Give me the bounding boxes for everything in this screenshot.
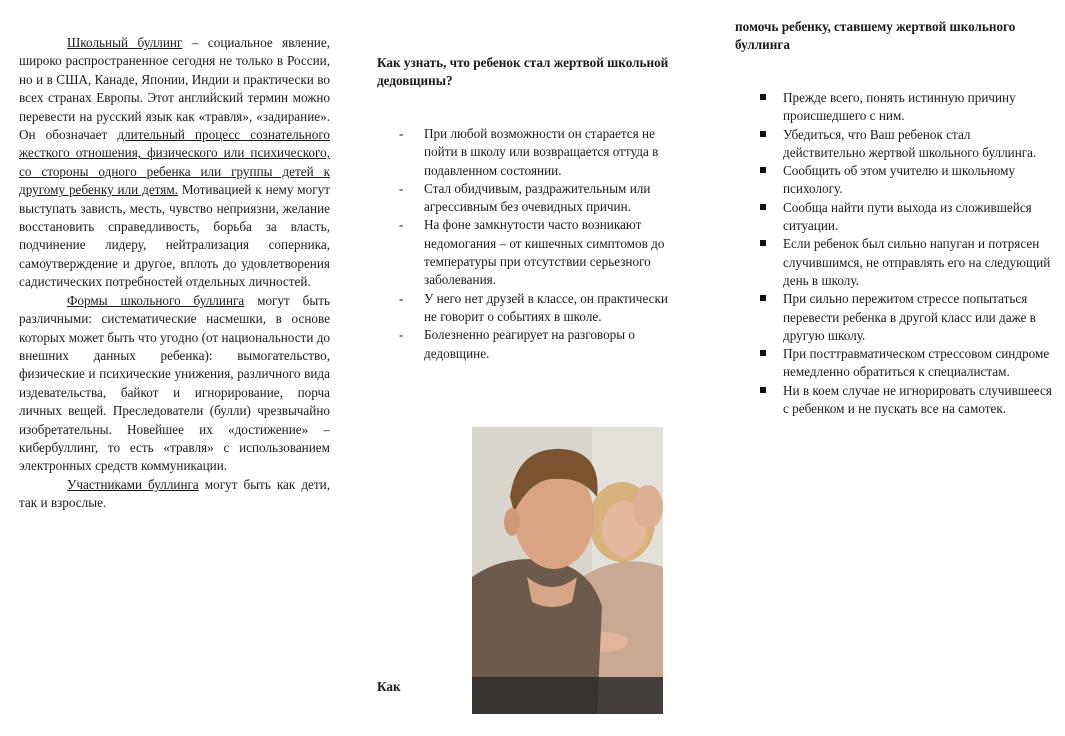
square-bullet-icon <box>760 94 766 100</box>
square-bullet-icon <box>760 204 766 210</box>
term-school-bullying: Школьный буллинг <box>67 35 183 50</box>
signs-list <box>377 125 677 363</box>
square-bullet-icon <box>760 167 766 173</box>
term-participants: Участниками буллинга <box>67 476 199 492</box>
dash-marker: - <box>399 126 404 141</box>
list-item: При сильно пережитом стрессе попытаться перевести ребенка в другой класс или даже в другую школу. <box>735 290 1055 345</box>
square-bullet-icon <box>760 387 766 393</box>
list-item: Убедиться, что Ваш ребенок стал действительно жертвой школьного буллинга. <box>735 126 1055 163</box>
list-item: - На фоне замкнутости часто возникают недомогания – от кишечных симптомов до температуры при отсутствии серьезного заболевания. <box>399 217 665 288</box>
term-forms: Формы школьного буллинга <box>67 292 245 308</box>
help-heading: помочь ребенку, ставшему жертвой школьного буллинга <box>735 19 1016 52</box>
paragraph-definition: Школьный буллинг – социальное явление, широко распространенное сегодня не только в России, но и в США, Канаде, Японии, Индии и практически во всех странах Европы. Этот английский термин можно перевести на русский язык как «травля», «задирание». Он обозначает длительный процесс сознательного жесткого отношения, физического или психического, со стороны одного ребенка или группы детей к другому ребенку или детям. Мотивацией к нему могут выступать зависть, месть, чувство неприязни, желание восстановить справедливость, борьба за власть, подчинение лидеру, нейтрализация соперника, самоутверждение и другое, вплоть до удовлетворения садистических потребностей отдельных личностей. <box>19 35 331 290</box>
dash-marker: - <box>399 217 404 233</box>
list-item: Прежде всего, понять истинную причину происшедшего с ним. <box>735 89 1055 126</box>
photo-illustration <box>472 427 663 714</box>
list-item: Сообща найти пути выхода из сложившейся ситуации. <box>735 199 1055 236</box>
paragraph-participants: Участниками буллинга могут быть как дети, так и взрослые. <box>19 476 330 511</box>
definition-underlined: длительный процесс сознательного жесткого отношения, физического или психического, со стороны одного ребенка или группы детей к другому ребенку или детям. <box>19 127 330 198</box>
list-item: При посттравматическом стрессовом синдроме немедленно обратиться к специалистам. <box>735 345 1055 382</box>
signs-heading: Как узнать, что ребенок стал жертвой школьной дедовщины? <box>377 55 669 88</box>
square-bullet-icon <box>760 350 766 356</box>
continuation-word: Как <box>377 679 401 694</box>
help-list <box>735 89 1055 418</box>
list-item: Ни в коем случае не игнорировать случившееся с ребенком и не пускать все на самотек. <box>735 382 1055 419</box>
square-bullet-icon <box>760 295 766 301</box>
photo-teen-and-mother <box>472 427 663 714</box>
list-item: - Болезненно реагирует на разговоры о дедовщине. <box>399 327 636 361</box>
column-signs <box>377 54 677 363</box>
column-help <box>735 18 1055 418</box>
square-bullet-icon <box>760 240 766 246</box>
dash-marker: - <box>399 180 404 196</box>
square-bullet-icon <box>760 131 766 137</box>
list-item: - Стал обидчивым, раздражительным или агрессивным без очевидных причин. <box>399 180 651 215</box>
paragraph-forms: Формы школьного буллинга могут быть различными: систематические насмешки, в основе которых может быть что угодно (от национальности до внешних данных ребенка): вымогательство, физические и психические унижения, различного вида издевательства, байкот и игнорирование, порча личных вещей. Преследователи (булли) чрезвычайно изобретательны. Новейшее их «достижение» – кибербуллинг, то есть «травля» с использованием электронных средств коммуникации. <box>19 292 330 474</box>
dash-marker: - <box>399 290 404 306</box>
list-item: - У него нет друзей в классе, он практически не говорит о событиях в школе. <box>399 290 668 324</box>
list-item: - При любой возможности он старается не пойти в школу или возвращается оттуда в подавленном состоянии. <box>399 126 659 178</box>
dash-marker: - <box>399 327 404 343</box>
column-intro <box>19 34 330 513</box>
list-item: Если ребенок был сильно напуган и потрясен случившимся, не отправлять его на следующий день в школу. <box>735 235 1055 290</box>
list-item: Сообщить об этом учителю и школьному психологу. <box>735 162 1055 199</box>
